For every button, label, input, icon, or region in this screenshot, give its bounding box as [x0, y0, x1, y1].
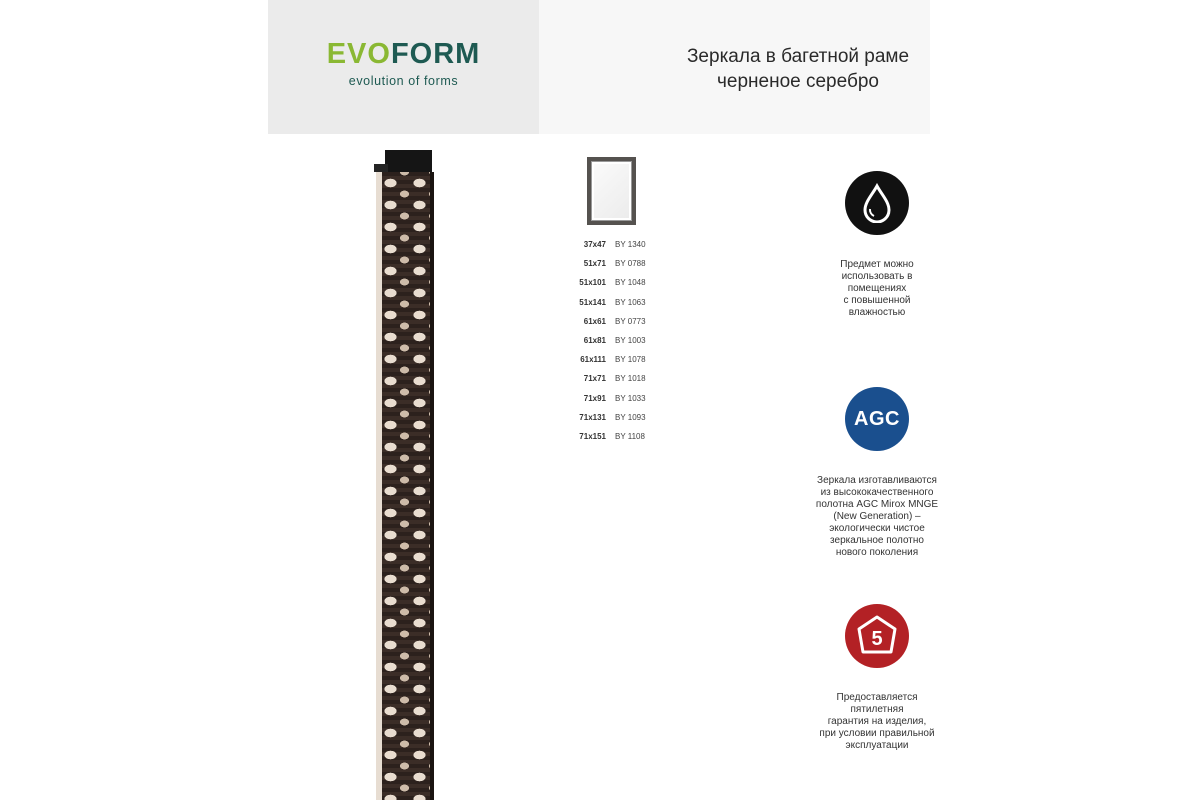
size-dimension: 71x131 — [579, 412, 606, 422]
feature-warranty — [800, 604, 954, 752]
title-panel — [539, 0, 930, 134]
size-dimension: 71x71 — [583, 374, 606, 384]
logo-panel — [268, 0, 539, 134]
size-article: BY 1063 — [615, 297, 646, 307]
size-article: BY 1340 — [615, 240, 646, 249]
size-row — [560, 298, 680, 317]
feature-text-line: эксплуатации — [845, 740, 909, 751]
size-row — [560, 355, 680, 374]
water-drop-icon — [845, 171, 909, 235]
title-line-2: черненое серебро — [716, 71, 879, 92]
feature-text-line: Предоставляется — [836, 692, 918, 703]
size-article: BY 1093 — [615, 412, 646, 422]
size-dimension: 61x81 — [583, 335, 606, 345]
size-dimension: 61x61 — [583, 316, 606, 326]
feature-moisture — [800, 171, 954, 319]
size-row — [560, 278, 680, 297]
feature-text-line: нового поколения — [835, 547, 919, 558]
size-row — [560, 336, 680, 355]
size-dimension: 71x151 — [579, 431, 606, 441]
feature-text-line: влажностью — [848, 307, 906, 318]
feature-text-line: Предмет можно — [840, 259, 914, 270]
feature-agc-text — [800, 475, 954, 559]
feature-agc — [800, 387, 954, 559]
feature-text-line: полотна AGC Mirox MNGE — [815, 499, 939, 510]
size-row — [560, 394, 680, 413]
size-dimension: 61x111 — [580, 355, 606, 365]
feature-text-line: зеркальное полотно — [830, 535, 924, 546]
size-article: BY 1048 — [615, 278, 646, 288]
feature-text-line: из высококачественного — [820, 487, 934, 498]
brand-tagline: evolution of forms — [348, 74, 459, 88]
size-article: BY 1078 — [615, 355, 646, 365]
profile-edge-left — [376, 172, 382, 800]
feature-text-line: пятилетняя — [850, 704, 904, 715]
size-row — [560, 259, 680, 278]
title-line-1: Зеркала в багетной раме — [686, 46, 910, 67]
size-article: BY 1018 — [615, 374, 646, 384]
sizes-list — [560, 240, 680, 451]
profile-cap-notch — [374, 164, 388, 172]
feature-text-line: при условии правильной — [819, 728, 935, 739]
size-row — [560, 317, 680, 336]
size-article: BY 1108 — [615, 431, 645, 441]
agc-logo-text: AGC — [854, 407, 900, 430]
feature-text-line: (New Generation) – — [833, 511, 921, 522]
size-dimension: 51x101 — [579, 278, 606, 288]
size-row — [560, 240, 680, 259]
size-dimension: 51x141 — [579, 297, 606, 307]
agc-logo-icon — [845, 387, 909, 451]
profile-ornament — [376, 172, 434, 800]
size-row — [560, 374, 680, 393]
size-dimension: 71x91 — [583, 393, 606, 403]
page-title — [558, 44, 918, 94]
feature-text-line: экологически чистое — [829, 523, 925, 534]
profile-cap — [385, 150, 432, 172]
feature-text-line: Зеркала изготавливаются — [817, 475, 937, 486]
feature-warranty-text — [800, 692, 954, 752]
brand-logo — [268, 38, 539, 71]
size-row — [560, 432, 680, 451]
feature-text-line: с повышенной — [843, 295, 911, 306]
size-row — [560, 413, 680, 432]
warranty-5-icon — [845, 604, 909, 668]
mirror-thumbnail — [587, 157, 636, 225]
brand-name-part1: EVO — [326, 38, 391, 70]
feature-text-line: помещениях — [847, 283, 907, 294]
brand-name-part2: FORM — [390, 38, 481, 70]
feature-text-line: использовать в — [841, 271, 913, 282]
feature-text-line: гарантия на изделия, — [827, 716, 927, 727]
size-article: BY 0788 — [615, 259, 646, 269]
feature-moisture-text — [800, 259, 954, 319]
size-article: BY 1003 — [615, 335, 646, 345]
size-dimension: 37x47 — [583, 240, 606, 249]
size-article: BY 1033 — [615, 393, 646, 403]
warranty-number: 5 — [871, 628, 883, 650]
size-article: BY 0773 — [615, 316, 646, 326]
size-dimension: 51x71 — [583, 259, 606, 269]
profile-edge-right — [430, 172, 434, 800]
